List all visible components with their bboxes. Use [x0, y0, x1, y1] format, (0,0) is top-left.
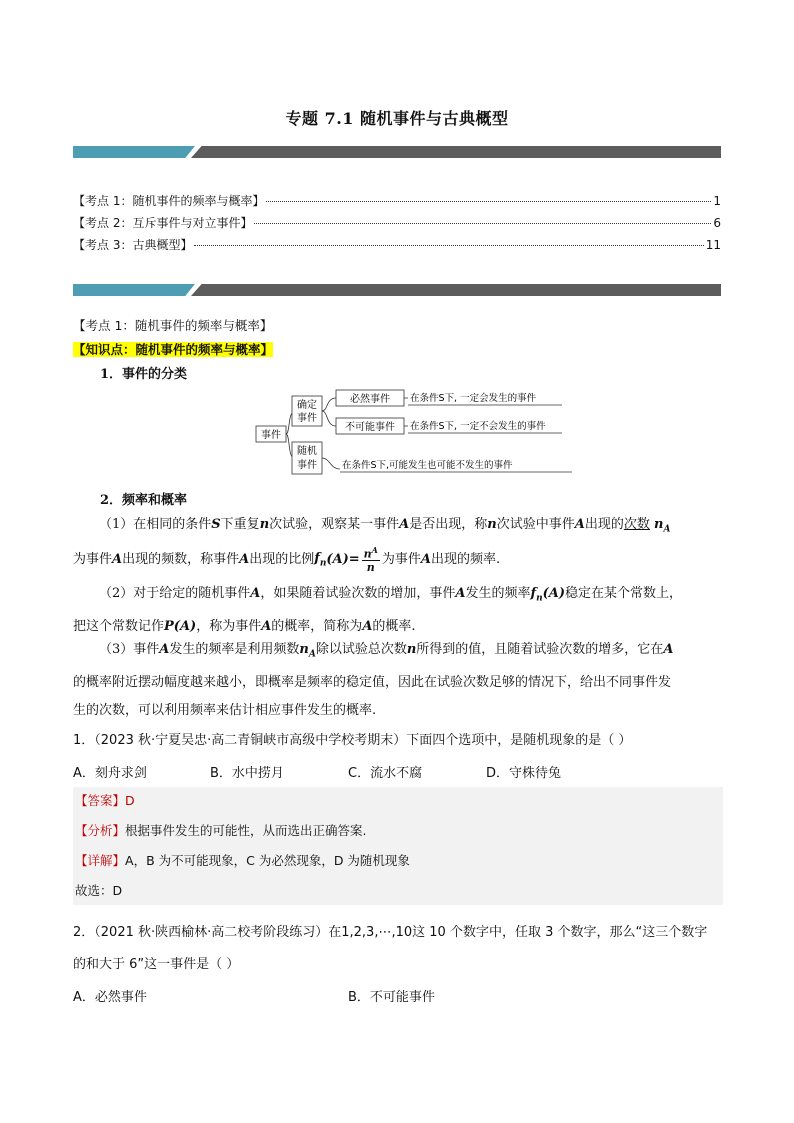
random-label-line2: 事件	[297, 460, 317, 471]
q1-detail-row: 【详解】A，B 为不可能现象，C 为必然现象，D 为随机现象	[75, 853, 410, 868]
certain-label: 必然事件	[350, 394, 390, 405]
q1-option-c[interactable]: C．流水不腐	[348, 766, 423, 781]
root-label: 事件	[261, 430, 281, 441]
toc-leader-dots	[194, 245, 703, 246]
toc-entry-1[interactable]	[73, 192, 721, 209]
branch-to-certain	[322, 398, 336, 411]
deterministic-label-line2: 事件	[297, 413, 317, 424]
q1-analysis-row: 【分析】根据事件发生的可能性，从而选出正确答案.	[75, 823, 367, 838]
impossible-description: 在条件S下, 一定不会发生的事件	[410, 421, 546, 432]
header-divider-band	[73, 146, 721, 158]
knowledge-highlight: 【知识点：随机事件的频率与概率】	[73, 342, 274, 357]
q2-option-b[interactable]: B．不可能事件	[348, 990, 435, 1005]
deterministic-label-line1: 确定	[297, 400, 317, 411]
q1-solution-block	[73, 787, 723, 905]
toc-label: 【考点 1：随机事件的频率与概率】	[73, 194, 265, 208]
paragraph-3: （3）事件A发生的频率是利用频数$n_A$除以试验总次数n所得到的值，且随着试验次数的增多，它在A 的概率附近摆动幅度越来越小，即概率是频率的稳定值，因此在试验次数足够的情况下，给出不同事件发 生的次数，可以利用频率来估计相应事件发生的概率.	[73, 642, 674, 718]
band-teal-segment	[73, 146, 195, 158]
section-divider-band	[73, 284, 721, 296]
knowledge-point-label	[73, 340, 273, 358]
frequency-fraction: $\frac{n^A}{n}$	[363, 544, 378, 575]
branch-to-impossible	[322, 411, 336, 426]
toc-entry-2[interactable]	[73, 214, 721, 231]
paragraph-1: （1）在相同的条件S下重复n次试验，观察某一事件A是否出现，称n次试验中事件A出现的次数 $n_A$ 为事件A出现的频数，称事件A出现的比例$f_n(A)=$ $\frac{n^A}{n}$ 为事件A出现的频率.	[73, 517, 671, 575]
page-title: 专题 7.1 随机事件与古典概型	[285, 109, 509, 128]
band-gray-segment	[191, 146, 721, 158]
band-teal-segment	[73, 284, 195, 296]
question-2-stem-line2: 的和大于 6”这一事件是（ ）	[73, 957, 240, 972]
branch-to-random-desc	[322, 458, 340, 469]
subheading-event-classification: 1．事件的分类	[100, 367, 188, 382]
toc-leader-dots	[254, 223, 711, 224]
impossible-label: 不可能事件	[345, 422, 395, 433]
q1-answer-row: 【答案】D	[75, 793, 135, 808]
toc-page-number: 6	[713, 216, 721, 230]
toc-page-number: 11	[705, 238, 721, 252]
certain-description: 在条件S下, 一定会发生的事件	[410, 393, 537, 404]
event-classification-diagram	[250, 386, 580, 478]
question-1-stem: 1．（2023 秋·宁夏吴忠·高二青铜峡市高级中学校考期末）下面四个选项中，是随机现象的是（ ）	[73, 733, 632, 748]
subheading-frequency-probability: 2．频率和概率	[100, 493, 188, 508]
random-description: 在条件S下,可能发生也可能不发生的事件	[342, 460, 513, 471]
question-2-stem-line1: 2．（2021 秋·陕西榆林·高二校考阶段练习）在1,2,3,⋯,10这 10 个数字中，任取 3 个数字，那么“这三个数字	[73, 925, 708, 940]
q1-choice-row: 故选：D	[75, 883, 123, 898]
toc-entry-3[interactable]	[73, 236, 721, 253]
section-heading: 【考点 1：随机事件的频率与概率】	[73, 318, 273, 333]
paragraph-2: （2）对于给定的随机事件A，如果随着试验次数的增加，事件A发生的频率$f_n(A)$稳定在某个常数上， 把这个常数记作P(A)，称为事件A的概率，简称为A的概率.	[73, 586, 683, 634]
q1-option-b[interactable]: B．水中捞月	[210, 766, 284, 781]
random-label-line1: 随机	[297, 446, 317, 457]
q1-option-d[interactable]: D．守株待兔	[486, 766, 562, 781]
toc-label: 【考点 2：互斥事件与对立事件】	[73, 216, 253, 230]
q2-option-a[interactable]: A．必然事件	[73, 990, 147, 1005]
band-gray-segment	[191, 284, 721, 296]
toc-page-number: 1	[713, 194, 721, 208]
toc-leader-dots	[266, 201, 711, 202]
q1-option-a[interactable]: A．刻舟求剑	[73, 766, 147, 781]
toc-label: 【考点 3：古典概型】	[73, 238, 193, 252]
